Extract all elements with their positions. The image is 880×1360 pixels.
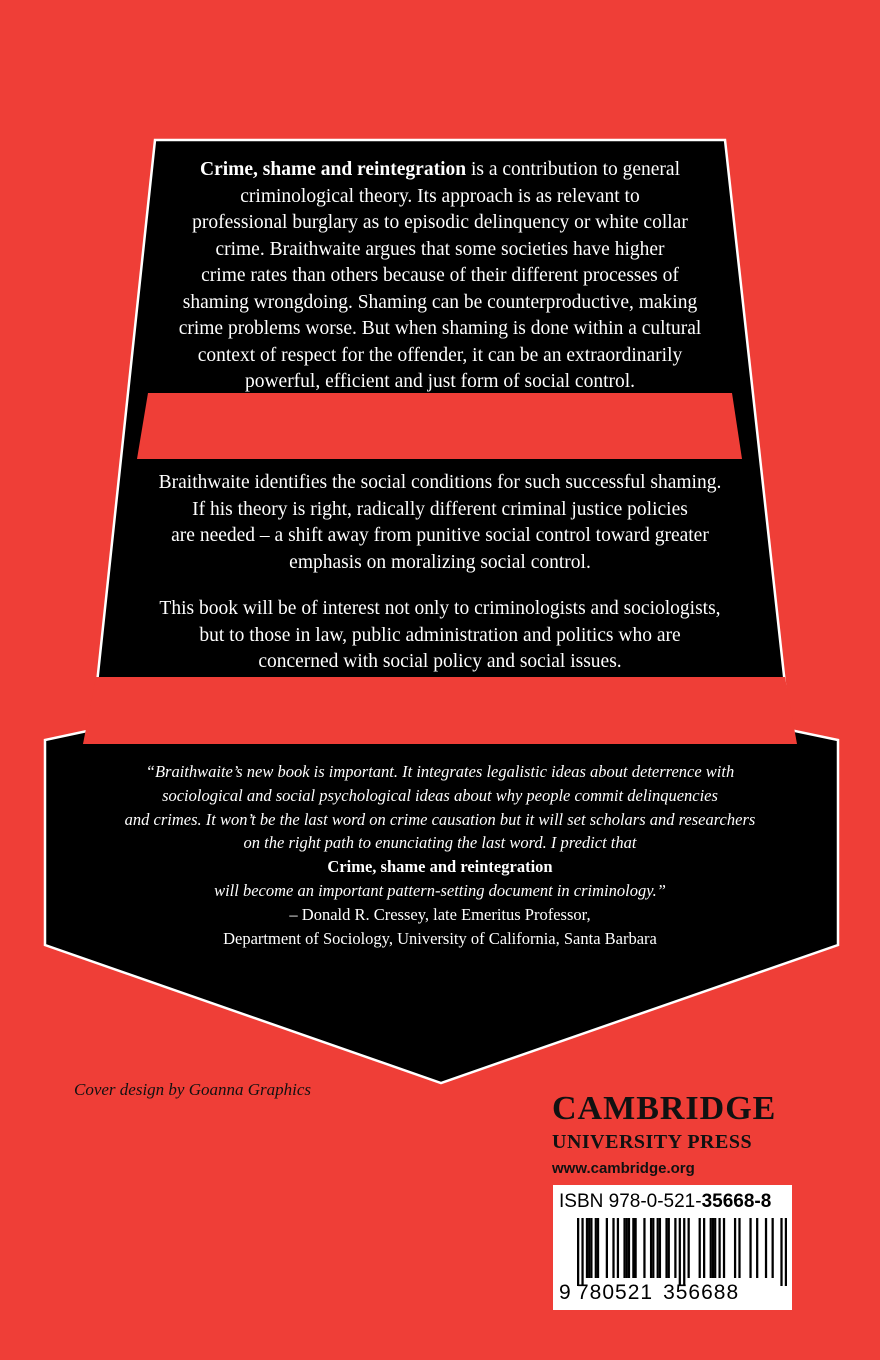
quote-line: and crimes. It won’t be the last word on crime causation but it will set scholars and researchers: [124, 809, 756, 829]
barcode-bar: [652, 1218, 654, 1278]
blurb-line: If his theory is right, radically different criminal justice policies: [192, 498, 688, 520]
blurb-line: emphasis on moralizing social control.: [289, 551, 591, 573]
barcode-bar: [586, 1218, 588, 1278]
barcode-bar: [679, 1218, 681, 1286]
publisher-subtitle: UNIVERSITY PRESS: [552, 1131, 753, 1153]
barcode-bar: [612, 1218, 614, 1278]
blurb-line: shaming wrongdoing. Shaming can be counterproductive, making: [182, 291, 698, 313]
blurb-line: crime rates than others because of their different processes of: [201, 265, 679, 286]
blurb-paragraph-intro: [130, 157, 750, 396]
barcode-bar: [710, 1218, 712, 1278]
blurb-line: professional burglary as to episodic delinquency or white collar: [192, 212, 688, 233]
barcode-bar: [734, 1218, 736, 1278]
barcode-bar: [588, 1218, 590, 1278]
barcode-bar: [643, 1218, 645, 1278]
barcode-bar: [674, 1218, 676, 1278]
publisher-name: CAMBRIDGE: [552, 1090, 777, 1127]
blurb-line: are needed – a shift away from punitive social control toward greater: [171, 525, 709, 546]
barcode-bar: [595, 1218, 597, 1278]
blurb-line: criminological theory. Its approach is as relevant to: [240, 185, 640, 207]
review-quote: [40, 760, 840, 950]
quote-attribution: – Donald R. Cressey, late Emeritus Professor,: [289, 904, 591, 924]
red-band-upper: [137, 393, 742, 459]
barcode-bar: [738, 1218, 740, 1278]
barcode-bar: [650, 1218, 652, 1278]
isbn-barcode-box: [553, 1185, 792, 1310]
blurb-line: Crime, shame and reintegration is a contribution to general: [199, 159, 680, 180]
barcode-bar: [780, 1218, 782, 1286]
isbn-label: ISBN 978-0-521-35668-8: [559, 1191, 772, 1212]
barcode-bar: [714, 1218, 716, 1278]
barcode-bar: [756, 1218, 758, 1278]
blurb-line: powerful, efficient and just form of social control.: [244, 371, 636, 392]
barcode-bar: [665, 1218, 667, 1278]
quote-line: sociological and social psychological ideas about why people commit delinquencies: [162, 785, 718, 805]
barcode-bar: [623, 1218, 625, 1278]
barcode-bar: [668, 1218, 670, 1278]
barcode-bar: [699, 1218, 701, 1278]
barcode-bar: [606, 1218, 608, 1278]
barcode-bar: [718, 1218, 720, 1278]
barcode-bar: [590, 1218, 592, 1278]
isbn-ean-digits: 9 780521 356688: [559, 1281, 740, 1304]
barcode-bar: [634, 1218, 636, 1278]
quote-line: on the right path to enunciating the last word. I predict that: [243, 833, 637, 853]
red-band-lower: [83, 677, 797, 744]
quote-line: “Braithwaite’s new book is important. It integrates legalistic ideas about deterrence with: [145, 762, 735, 781]
blurb-line: Braithwaite identifies the social conditions for such successful shaming.: [158, 472, 722, 493]
blurb-line: context of respect for the offender, it can be an extraordinarily: [197, 344, 683, 366]
barcode-bar: [628, 1218, 630, 1278]
blurb-line: crime problems worse. But when shaming is done within a cultural: [178, 318, 702, 339]
quote-book-title: Crime, shame and reintegration: [327, 857, 553, 877]
barcode-bar: [772, 1218, 774, 1278]
blurb-line: This book will be of interest not only to criminologists and sociologists,: [159, 598, 721, 619]
barcode-bar: [765, 1218, 767, 1278]
cover-design-credit: Cover design by Goanna Graphics: [74, 1080, 312, 1099]
publisher-website: www.cambridge.org: [552, 1160, 695, 1177]
quote-line: will become an important pattern-setting document in criminology.”: [214, 880, 666, 900]
barcode-bar: [703, 1218, 705, 1278]
barcode-bar: [683, 1218, 685, 1286]
barcode-bar: [577, 1218, 579, 1286]
barcode-bar: [723, 1218, 725, 1278]
publisher-logo: [552, 1092, 802, 1179]
barcode-bar: [617, 1218, 619, 1278]
barcode-bar: [785, 1218, 787, 1286]
book-title: Crime, shame and reintegration: [199, 159, 467, 180]
quote-attribution: Department of Sociology, University of California, Santa Barbara: [223, 928, 657, 948]
barcode-bar: [597, 1218, 599, 1278]
barcode-bar: [626, 1218, 628, 1278]
barcode-bar: [581, 1218, 583, 1286]
barcode-bar: [749, 1218, 751, 1278]
blurb-line: but to those in law, public administration and politics who are: [199, 624, 681, 646]
barcode-bar: [632, 1218, 634, 1278]
blurb-paragraph-conditions: [100, 470, 780, 576]
barcode-bar: [688, 1218, 690, 1278]
barcode-bar: [712, 1218, 714, 1278]
blurb-paragraph-audience: [100, 596, 780, 676]
barcode-bar: [657, 1218, 659, 1278]
blurb-line: crime. Braithwaite argues that some societies have higher: [215, 238, 665, 260]
blurb-line: concerned with social policy and social issues.: [258, 651, 622, 672]
barcode-icon: [577, 1218, 787, 1286]
barcode-bar: [659, 1218, 661, 1278]
